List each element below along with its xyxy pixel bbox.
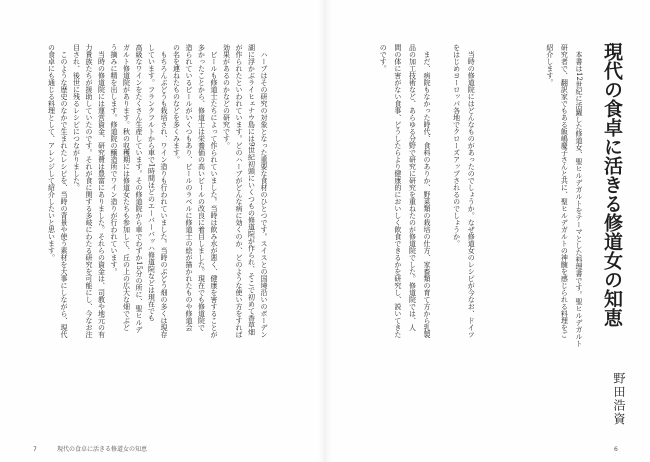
paragraph bbox=[542, 44, 586, 348]
page-number: 7 bbox=[33, 446, 37, 453]
text-column: 湖に浮かぶライヒェナウ島には9世紀初頭にいくつもの修道院が作られ、そこで初めて香草畑 bbox=[247, 44, 256, 336]
text-column: 多かったことから、修道士は栄養価の高いビールの改良に着目しました。現在でも修道院で bbox=[197, 44, 206, 331]
right-page bbox=[325, 0, 650, 462]
text-column: 研究者で、翻訳家でもある飯嶋慶子さんと共に、聖ヒルデガルトの神髄を感じられる料理をご bbox=[560, 44, 569, 338]
paragraph bbox=[376, 44, 434, 348]
text-column: 目され、後世に残るレシピにつながりました。 bbox=[72, 44, 81, 191]
paragraph bbox=[170, 44, 220, 348]
text-column: の食卓にも通じる料理として、アレンジして紹介したいと思います。 bbox=[47, 44, 56, 261]
text-column: 高級なワインをたくさん生産しています。その修道院から車でわずか15分の所に、聖ヒルデ bbox=[135, 44, 143, 333]
text-column: もちろんぶどうも栽培され、ワイン造りも行われていました。当時のぶどう畑の多くは現存 bbox=[160, 51, 168, 338]
text-column: 間の体に害がない食事、どうしたらより健康的においしく飲食できるかを研究し、説いてきた bbox=[393, 44, 402, 338]
text-column: 力貴族たちが援助していたのです。それが食に関する多岐にわたる研究を可能にし、今なお注 bbox=[85, 44, 93, 338]
text-column: まだ、病院もなかった時代、食料のありか、野菜類の栽培の仕方、家畜類の育て方から乳製 bbox=[423, 51, 432, 338]
text-column: 効果があるのかなどの研究です。 bbox=[222, 44, 231, 149]
text-column: 紹介します。 bbox=[545, 44, 554, 86]
text-column: う摘みに精を出します。修道院の醸造所でワイン造りが行われています。 bbox=[110, 44, 118, 275]
paragraph bbox=[220, 44, 270, 348]
text-column: をはじめヨーロッパ各地でクローズアップされるのでしょうか。 bbox=[452, 44, 461, 247]
text-column: のです。 bbox=[379, 44, 388, 72]
text-column: ビールも修道士たちによって作られていました。当時は飲み水が悪く、健康を害することが bbox=[210, 51, 218, 338]
paragraph bbox=[449, 44, 478, 348]
paragraph bbox=[45, 44, 70, 348]
paragraph bbox=[70, 44, 108, 348]
text-column: ガルト修道院があります。秋の収穫期には修道女たちも参加して、丘の上の広大な畑でぶど bbox=[122, 44, 131, 331]
text-column: の名を連ねたものなどを多くみます。 bbox=[172, 44, 181, 163]
text-column: 品の加工技術など、あらゆる分野で研究に研究を重ねたのが修道院でした。修道院では、人 bbox=[408, 44, 417, 331]
author-name: 野田浩資 bbox=[612, 372, 626, 426]
left-page-body-text bbox=[30, 44, 270, 348]
text-column: しています。フランクフルトから車で1時間ほどのエーバーバッハ修道院などは現在でも bbox=[147, 44, 156, 322]
chapter-title: 現代の食卓に活きる修道女の知恵 bbox=[601, 42, 623, 327]
text-column: が作られたといわれています。どのハーブがどんな病に効くのか、どのような使い方をすれば bbox=[235, 44, 243, 338]
page-number: 6 bbox=[614, 446, 618, 453]
text-column: 本書は12世紀に活躍した修道女、聖ヒルデガルトをテーマとした料理書です。聖ヒルデガルト bbox=[575, 51, 583, 347]
right-page-body-text bbox=[364, 44, 586, 348]
text-column: このような歴史のなかで生まれたレシピを、当時の背景や使う素材を大事にしながら、現代 bbox=[60, 51, 68, 338]
text-column: 造られているビールがいくつもあり、ビールのラベルに修道士の絵が描かれたものや修道会 bbox=[185, 44, 193, 331]
text-column: ハーブはその研究の対象となった重要な食材のひとつです。スイスとの国境沿いのボーデン bbox=[260, 51, 268, 338]
running-title: 現代の食卓に活きる修道女の知恵 bbox=[57, 446, 148, 453]
text-column: 当時の修道院にはどんなものがあったのでしょうか。なぜ修道女のレシピが今なお、ドイツ bbox=[467, 51, 476, 338]
text-column: 当時の修道院には運営資金、研究費は豊富にありました。それらの資金は、司教や地元の有 bbox=[97, 51, 106, 338]
paragraph bbox=[108, 44, 171, 348]
